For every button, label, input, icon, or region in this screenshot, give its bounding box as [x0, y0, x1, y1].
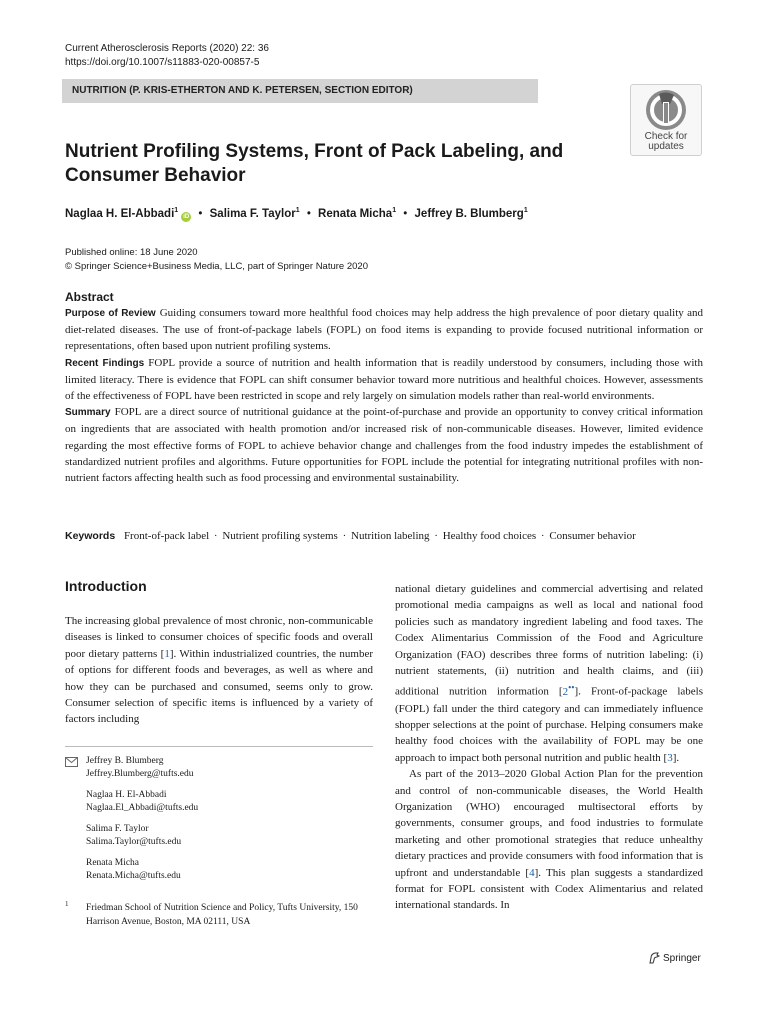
keyword-separator: ·: [342, 530, 347, 542]
springer-logo: [648, 952, 701, 964]
left-column-text: [65, 613, 373, 728]
introduction-heading: Introduction: [65, 578, 147, 594]
abstract-purpose: [65, 305, 703, 355]
contact-email[interactable]: Jeffrey.Blumberg@tufts.edu: [86, 769, 194, 779]
section-banner: NUTRITION (P. KRIS-ETHERTON AND K. PETERSEN, SECTION EDITOR): [62, 79, 538, 103]
summary-label: Summary: [65, 407, 111, 419]
text-run: As part of the 2013–2020 Global Action Plan for the prevention and control of non-communicable diseases, the World Health Organization (WHO) encouraged multisectoral efforts by governments, consumer groups, and food industries to formulate marketing and other promotional strategies that reduce unhealthy dietary practices and provide consumers with food information that is upfront and understandable [: [395, 768, 703, 879]
contact-name: Renata Micha: [86, 858, 140, 868]
text-run: ]. Within industrialized countries, the number of options for different foods and beverages, as well as where and how they can be purchased and consumed, seems only to grow. Consumer selection of specific items is influenced by a variety of factors including: [65, 647, 373, 726]
intro-paragraph: [395, 766, 703, 914]
author-separator: •: [198, 207, 203, 220]
text-run: ].: [672, 751, 680, 764]
keywords-label: Keywords: [65, 530, 116, 542]
text-run: ]. Front-of-package labels (FOPL) fall under the third category and can immediately influence shopper selections at the point of purchase. Helping consumers make healthy food choices with the availability of FOPL may be one approach to impact both personal nutrition and public health [: [395, 686, 703, 764]
abstract-heading: Abstract: [65, 290, 114, 304]
text-run: The increasing global prevalence of most chronic, non-communicable diseases is linked to consumer choices of specific foods and overall poor dietary patterns [: [65, 615, 373, 660]
paper-title: Nutrient Profiling Systems, Front of Pack Labeling, and Consumer Behavior: [65, 141, 564, 186]
keywords-line: [65, 529, 705, 543]
copyright-notice: © Springer Science+Business Media, LLC, part of Springer Nature 2020: [65, 261, 368, 272]
citation-importance-mark: ••: [568, 682, 575, 693]
author-separator: •: [403, 207, 408, 220]
author-affiliation-mark: 1: [392, 207, 397, 214]
citation-link[interactable]: 4: [529, 866, 535, 879]
keyword-item: Nutrition labeling: [351, 530, 430, 542]
footnote-divider: [65, 746, 373, 747]
abstract-summary: [65, 404, 703, 486]
check-updates-line2: updates: [648, 141, 684, 152]
orcid-icon[interactable]: iD: [183, 213, 190, 220]
author-name[interactable]: Salima F. Taylor: [209, 207, 296, 220]
text-run: national dietary guidelines and commercial advertising and related promotional media campaigns as well as local and national food policies such as mandatory ingredient labeling and food taxes. The Codex Alimentarius Commission of the Food and Agriculture Organization (FAO) describes three forms of nutrition labeling: (i) nutrient statements, (ii) nutrition and health claims, and (iii) additional nutrition information [: [395, 583, 703, 699]
contact-name: Jeffrey B. Blumberg: [86, 756, 164, 766]
author-separator: •: [306, 207, 311, 220]
publication-date: Published online: 18 June 2020: [65, 247, 198, 258]
findings-label: Recent Findings: [65, 357, 145, 369]
author-affiliation-mark: 1: [295, 207, 300, 214]
abstract-body: [65, 305, 703, 486]
keyword-item: Healthy food choices: [442, 530, 537, 542]
keyword-item: Consumer behavior: [549, 530, 636, 542]
check-for-updates-badge[interactable]: [630, 84, 702, 156]
author-name[interactable]: Jeffrey B. Blumberg: [414, 207, 524, 220]
affiliation-number: 1: [65, 900, 69, 908]
purpose-text: Guiding consumers toward more healthful food choices may help address the high prevalence of poor dietary quality and diet-related diseases. The use of front-of-package labels (FOPL) on food items is expanding to provide focused nutritional information or representations, often based upon nutrient profiling systems.: [65, 307, 703, 353]
text-run: ]. This plan suggests a standardized format for FOPL consistent with Codex Alimentarius and related international standards. In: [395, 866, 703, 912]
contact-entry: [86, 789, 198, 815]
intro-paragraph: [65, 613, 373, 728]
contact-email[interactable]: Salima.Taylor@tufts.edu: [86, 837, 182, 847]
author-name[interactable]: Renata Micha: [318, 207, 393, 220]
author-affiliation-mark: 1: [174, 207, 179, 214]
author-list: [65, 207, 528, 222]
intro-paragraph: [395, 581, 703, 766]
crossmark-icon: [644, 88, 688, 132]
doi-link[interactable]: https://doi.org/10.1007/s11883-020-00857-5: [65, 57, 260, 68]
keyword-separator: ·: [434, 530, 438, 542]
publisher-name: Springer: [663, 952, 701, 964]
findings-text: FOPL provide a source of nutrition and health information that is readily understood by consumers, including those with limited literacy. There is evidence that FOPL can shift consumer behavior toward more nutritious and healthful choices. However, assessments of the effectiveness of FOPL have been restricted in scope and rely largely on simulation models rather than real-world environments.: [65, 356, 703, 403]
contact-email[interactable]: Naglaa.El_Abbadi@tufts.edu: [86, 803, 199, 813]
envelope-icon: [65, 757, 78, 767]
contact-entry: [86, 755, 194, 781]
abstract-findings: [65, 355, 703, 405]
springer-horse-icon: [648, 952, 660, 964]
citation-link[interactable]: 3: [667, 751, 673, 764]
keyword-item: Nutrient profiling systems: [222, 530, 338, 542]
check-updates-line1: Check for: [644, 131, 688, 142]
purpose-label: Purpose of Review: [65, 308, 156, 319]
affiliation-text: Friedman School of Nutrition Science and Policy, Tufts University, 150 Harrison Avenue, Boston, MA 02111, USA: [86, 903, 358, 927]
citation-link[interactable]: 1: [164, 647, 170, 660]
keyword-item: Front-of-pack label: [123, 530, 210, 542]
author-affiliation-mark: 1: [523, 207, 528, 214]
author-name[interactable]: Naglaa H. El-Abbadi: [65, 207, 175, 220]
contact-email[interactable]: Renata.Micha@tufts.edu: [86, 871, 181, 881]
keyword-separator: ·: [540, 530, 545, 542]
contact-entry: [86, 857, 181, 883]
contact-name: Salima F. Taylor: [86, 824, 149, 834]
journal-citation: Current Atherosclerosis Reports (2020) 22: 36: [65, 43, 269, 54]
summary-text: FOPL are a direct source of nutritional guidance at the point-of-purchase and provide an opportunity to convey critical information on ingredients that are associated with health promotion and/or increased risk of non-communicable diseases. However, limited evidence regarding the most effective forms of FOPL to achieve behavior change and challenges from the food industry impedes the establishment of standardized nutrient profiles and algorithms. Future opportunities for FOPL include the potential for integrating nutritional profiles with non-nutrient factors affecting health such as food processing and environmental sustainability.: [65, 406, 703, 485]
right-column-text: [395, 581, 703, 914]
citation-link[interactable]: [562, 682, 575, 699]
contact-entry: [86, 823, 181, 849]
citation-number: 2: [562, 686, 569, 699]
keyword-separator: ·: [213, 530, 218, 542]
contact-name: Naglaa H. El-Abbadi: [86, 790, 167, 800]
